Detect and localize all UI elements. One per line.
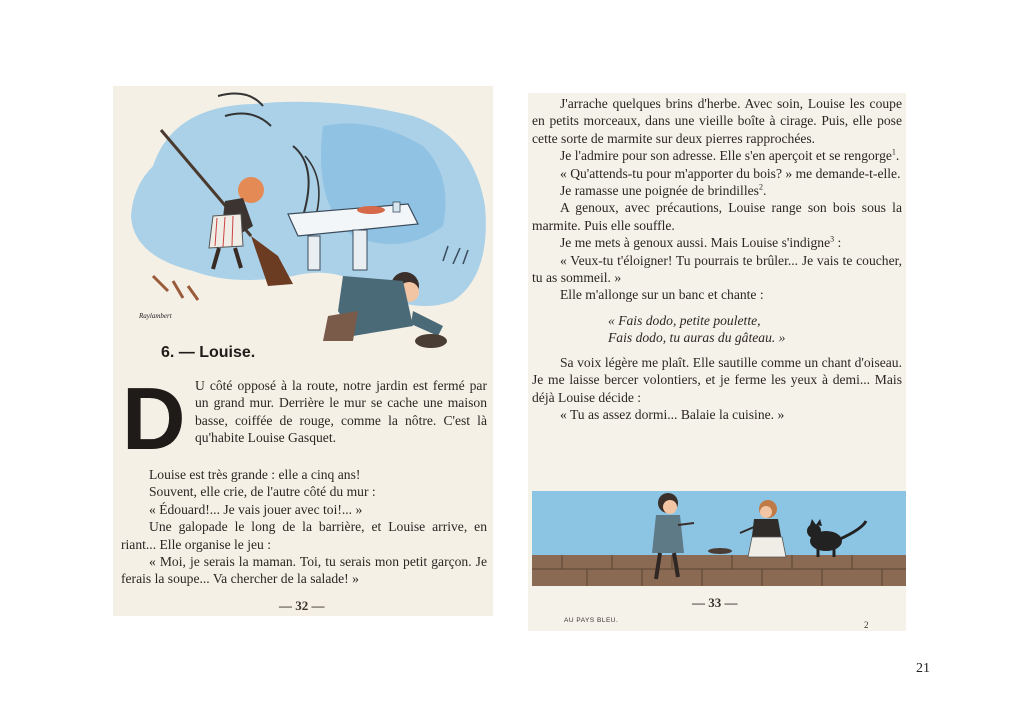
paragraph: J'arrache quelques brins d'herbe. Avec soin, Louise les coupe en petits morceaux, dans une vieille boîte à cirage. Puis, elle pose cette sorte de marmite sur deux pierres rapprochées.: [532, 96, 902, 146]
footnote-mark: 1: [891, 147, 896, 157]
chapter-title: 6. — Louise.: [161, 344, 256, 361]
left-page-body: [121, 466, 487, 588]
paragraph: Je l'admire pour son adresse. Elle s'en aperçoit et se rengorge$^1$.: [560, 147, 900, 164]
song-verse: [608, 312, 902, 346]
illustrator-signature: Raylambert: [139, 312, 172, 320]
slide-number: 21: [916, 661, 930, 676]
footnote-mark: 2: [758, 182, 763, 192]
series-title: AU PAYS BLEU.: [564, 617, 619, 624]
dropcap-letter: [122, 383, 186, 453]
left-book-page: [113, 86, 493, 616]
illustration-children-on-wall: [532, 491, 906, 586]
signature-mark: 2: [864, 620, 869, 630]
paragraph: « Édouard!... Je vais jouer avec toi!... »: [149, 501, 363, 517]
paragraph: Louise est très grande : elle a cinq ans!: [149, 467, 361, 482]
page-folio: — 33 —: [692, 595, 738, 610]
paragraph: Une galopade le long de la barrière, et Louise arrive, en riant... Elle organise le jeu :: [121, 519, 487, 552]
paragraph: Souvent, elle crie, de l'autre côté du mur :: [149, 484, 376, 500]
paragraph: Sa voix légère me plaît. Elle sautille comme un chant d'oiseau. Je me laisse bercer volontiers, et je ferme les yeux à demi... Mais déjà Louise décide :: [532, 354, 902, 405]
paragraph: « Moi, je serais la maman. Toi, tu serais mon petit garçon. Je ferais la soupe... Va chercher de la salade! »: [121, 554, 487, 587]
right-book-page: [528, 93, 906, 631]
right-page-body: [532, 95, 902, 424]
paragraph: Elle m'allonge sur un banc et chante :: [560, 287, 764, 303]
verse-line: « Fais dodo, petite poulette,: [608, 312, 761, 328]
paragraph: Je me mets à genoux aussi. Mais Louise s'indigne$^3$ :: [560, 234, 842, 251]
paragraph: « Tu as assez dormi... Balaie la cuisine. »: [560, 407, 785, 423]
footnote-mark: 3: [830, 234, 835, 244]
first-paragraph: U côté opposé à la route, notre jardin est fermé par un grand mur. Derrière le mur se cache une maison basse, coiffée de rouge, comme la nôtre. C'est là qu'habite Louise Gasquet.: [195, 378, 487, 446]
illustration-children-playing: [113, 86, 493, 364]
svg-text:D: D: [122, 383, 186, 453]
paragraph: A genoux, avec précautions, Louise range son bois sous la marmite. Puis elle souffle.: [532, 200, 902, 233]
page-folio: — 32 —: [279, 598, 325, 613]
paragraph: « Veux-tu t'éloigner! Tu pourrais te brûler... Je vais te coucher, tu as sommeil. »: [532, 252, 902, 286]
paragraph: Je ramasse une poignée de brindilles$^2$.: [560, 182, 767, 199]
paragraph: « Qu'attends-tu pour m'apporter du bois? » me demande-t-elle.: [560, 165, 901, 181]
verse-line: Fais dodo, tu auras du gâteau. »: [608, 329, 786, 345]
